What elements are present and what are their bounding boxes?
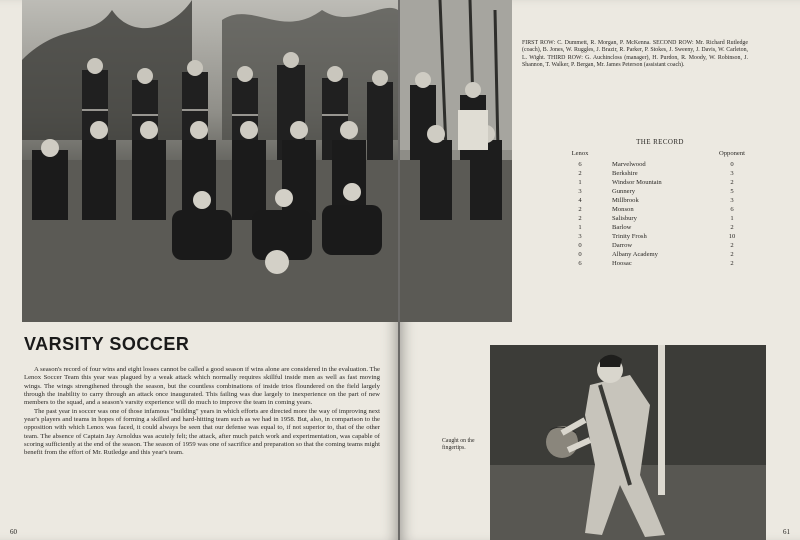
season-record <box>560 138 760 268</box>
opponent-score: 2 <box>730 224 734 231</box>
team-photo-icon <box>400 0 512 322</box>
opponent-score: 2 <box>730 179 734 186</box>
opponent-name: Berkshire <box>612 170 638 177</box>
record-row <box>560 187 760 196</box>
page-number-right: 61 <box>783 528 790 536</box>
lenox-score: 1 <box>578 179 582 186</box>
opponent-score: 2 <box>730 242 734 249</box>
opponent-score: 3 <box>730 197 734 204</box>
opponent-name: Darrow <box>612 242 633 249</box>
record-row <box>560 214 760 223</box>
record-header-opponent: Opponent <box>718 150 745 157</box>
team-photo-right-half <box>400 0 512 322</box>
opponent-name: Barlow <box>612 224 632 231</box>
opponent-name: Monson <box>612 206 634 213</box>
record-header <box>560 150 760 157</box>
lenox-score: 2 <box>578 170 582 177</box>
opponent-name: Trinity Frosh <box>612 233 647 240</box>
opponent-name: Salisbury <box>612 215 637 222</box>
lenox-score: 2 <box>578 215 582 222</box>
record-row <box>560 178 760 187</box>
team-photo-left-half <box>22 0 398 322</box>
photo-caption: Caught on the fingertips. <box>442 438 475 451</box>
goalkeeper-photo <box>490 345 766 540</box>
page-heading: VARSITY SOCCER <box>24 334 190 354</box>
record-row <box>560 241 760 250</box>
opponent-name: Millbrook <box>612 197 639 204</box>
opponent-name: Windsor Mountain <box>612 179 662 186</box>
article-body <box>24 366 380 458</box>
lenox-score: 6 <box>578 161 582 168</box>
lenox-score: 3 <box>578 188 582 195</box>
opponent-score: 5 <box>730 188 734 195</box>
opponent-score: 10 <box>728 233 736 240</box>
opponent-name: Albany Academy <box>612 251 658 258</box>
record-row <box>560 160 760 169</box>
opponent-score: 2 <box>730 260 734 267</box>
record-header-lenox: Lenox <box>571 150 589 157</box>
lenox-score: 1 <box>578 224 582 231</box>
page-number-left: 60 <box>10 528 17 536</box>
record-row <box>560 223 760 232</box>
lenox-score: 6 <box>578 260 582 267</box>
record-row <box>560 250 760 259</box>
lenox-score: 2 <box>578 206 582 213</box>
lenox-score: 0 <box>578 251 582 258</box>
opponent-score: 0 <box>730 161 734 168</box>
team-caption: FIRST ROW: C. Dummett, R. Morgan, P. McKenna. SECOND ROW: Mr. Richard Rutledge (coach), B. Jones, W. Ruggles, J. Brazir, R. Parker, P. Stokes, J. Sweeny, J. Davis, W. Carleton, L. Wight. THIRD ROW: G. Auchincloss (manager), H. Purdon, R. Moody, W. Robinson, J. Shannon, T. Walker, P. Bergan, Mr. James Peterson (assistant coach). <box>522 40 748 69</box>
record-title: THE RECORD <box>636 138 684 146</box>
lenox-score: 0 <box>578 242 582 249</box>
lenox-score: 4 <box>578 197 582 204</box>
article-paragraph: The past year in soccer was one of those infamous "building" years in which efforts are directed more the way of improving next year's players and teams in hopes of forming a skilled and hard-hitting team such as we had in 1958. But, also, in comparison to the opposition with which Lenox was faced, it could always be seen that our defense was equal to, if not superior to, that of the other team. The absence of Captain Jay Arnoldus was acutely felt; the attack, after much patch work and experimentation, was capable of scoring sufficiently at the end of the season. The season of 1959 was one of sacrifice and preparation so that the coming teams might benefit from the effort of Mr. Rutledge and this year's team. <box>24 407 380 457</box>
record-row <box>560 169 760 178</box>
left-page <box>0 0 398 540</box>
record-row <box>560 232 760 241</box>
record-row <box>560 205 760 214</box>
goalkeeper-photo-icon <box>490 345 766 540</box>
team-photo-icon <box>22 0 398 322</box>
right-page <box>400 0 800 540</box>
opponent-score: 1 <box>730 215 734 222</box>
opponent-name: Marvelwood <box>612 161 646 168</box>
record-row <box>560 259 760 268</box>
article-paragraph: A season's record of four wins and eight losses cannot be called a good season if wins alone are considered in the evaluation. The Lenox Soccer Team this year was plagued by a weak attack which normally requires skillful inside men as well as fast moving wings. The wings strengthened through the season, but the countless combinations of inside trios floundered on the field largely through the inability to carry through an attack once inaugurated. This failing was due largely to inexperience on the part of new members to the squad, and a season's varsity experience will do much to improve the team in coming years. <box>24 366 380 407</box>
opponent-name: Hoosac <box>612 260 632 267</box>
opponent-score: 2 <box>730 251 734 258</box>
record-row <box>560 196 760 205</box>
opponent-score: 6 <box>730 206 734 213</box>
opponent-name: Gunnery <box>612 188 636 195</box>
lenox-score: 3 <box>578 233 582 240</box>
opponent-score: 3 <box>730 170 734 177</box>
